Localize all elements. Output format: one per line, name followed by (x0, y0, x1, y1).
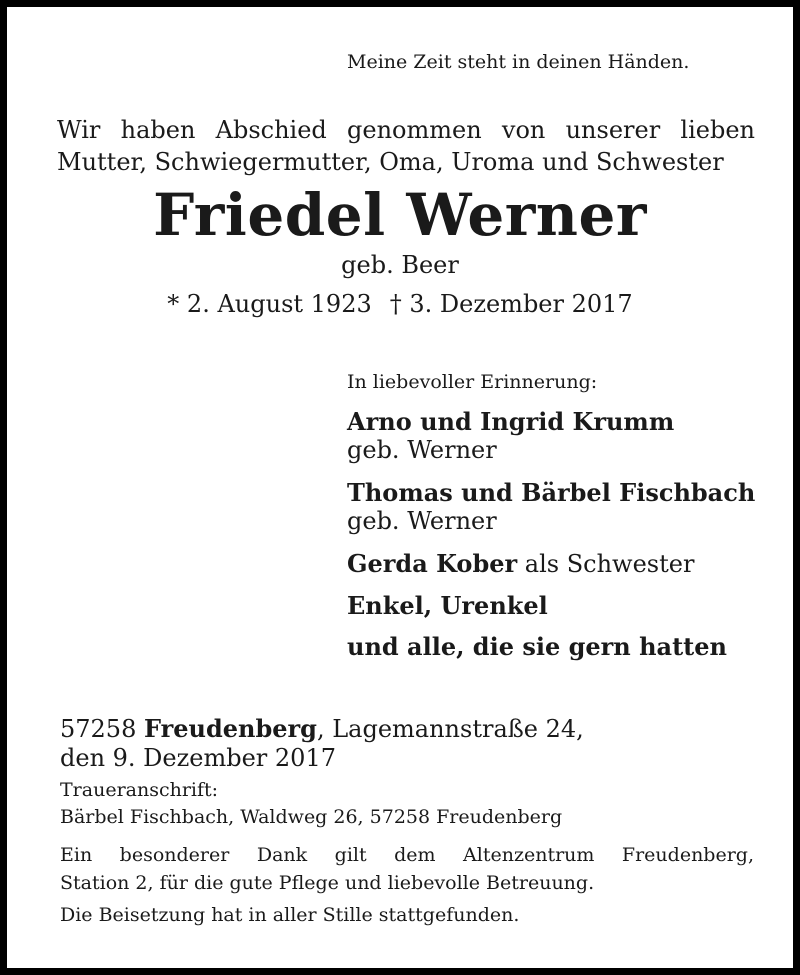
thanks-line-1: Ein besonderer Dank gilt dem Altenzentrum Freudenberg, (60, 844, 754, 866)
mourner-grandchildren: Enkel, Urenkel (347, 591, 548, 620)
intro-text (57, 114, 755, 178)
death-date: † 3. Dezember 2017 (389, 290, 633, 318)
mourning-address: Bärbel Fischbach, Waldweg 26, 57258 Freudenberg (60, 806, 563, 828)
maiden-name: geb. Beer (341, 251, 459, 279)
mourner-all: und alle, die sie gern hatten (347, 632, 727, 661)
thanks-text (60, 841, 754, 897)
mourner-note: geb. Werner (347, 436, 497, 464)
life-dates (7, 290, 793, 318)
mourner-name: Arno und Ingrid Krumm (347, 407, 675, 436)
place-line (60, 714, 584, 743)
mourner-name: Thomas und Bärbel Fischbach (347, 478, 756, 507)
motto-verse: Meine Zeit steht in deinen Händen. (347, 51, 690, 73)
intro-line-1: Wir haben Abschied genommen von unserer lieben (57, 116, 755, 144)
memory-heading: In liebevoller Erinnerung: (347, 371, 598, 393)
mourner-sibling (347, 549, 694, 578)
zip-code: 57258 (60, 715, 144, 743)
mourner-relation: als Schwester (517, 550, 695, 578)
intro-line-2: Mutter, Schwiegermutter, Oma, Uroma und Schwester (57, 148, 724, 176)
burial-note: Die Beisetzung hat in aller Stille stattgefunden. (60, 904, 520, 926)
mourner-name: Gerda Kober (347, 549, 518, 578)
notice-date: den 9. Dezember 2017 (60, 744, 336, 772)
address-label: Traueranschrift: (60, 779, 219, 801)
mourner-note: geb. Werner (347, 507, 497, 535)
thanks-line-2: Station 2, für die gute Pflege und liebevolle Betreuung. (60, 872, 595, 894)
street-address: , Lagemannstraße 24, (316, 715, 584, 743)
deceased-name: Friedel Werner (153, 181, 647, 249)
birth-date: * 2. August 1923 (167, 290, 372, 318)
city-name: Freudenberg (143, 714, 317, 743)
